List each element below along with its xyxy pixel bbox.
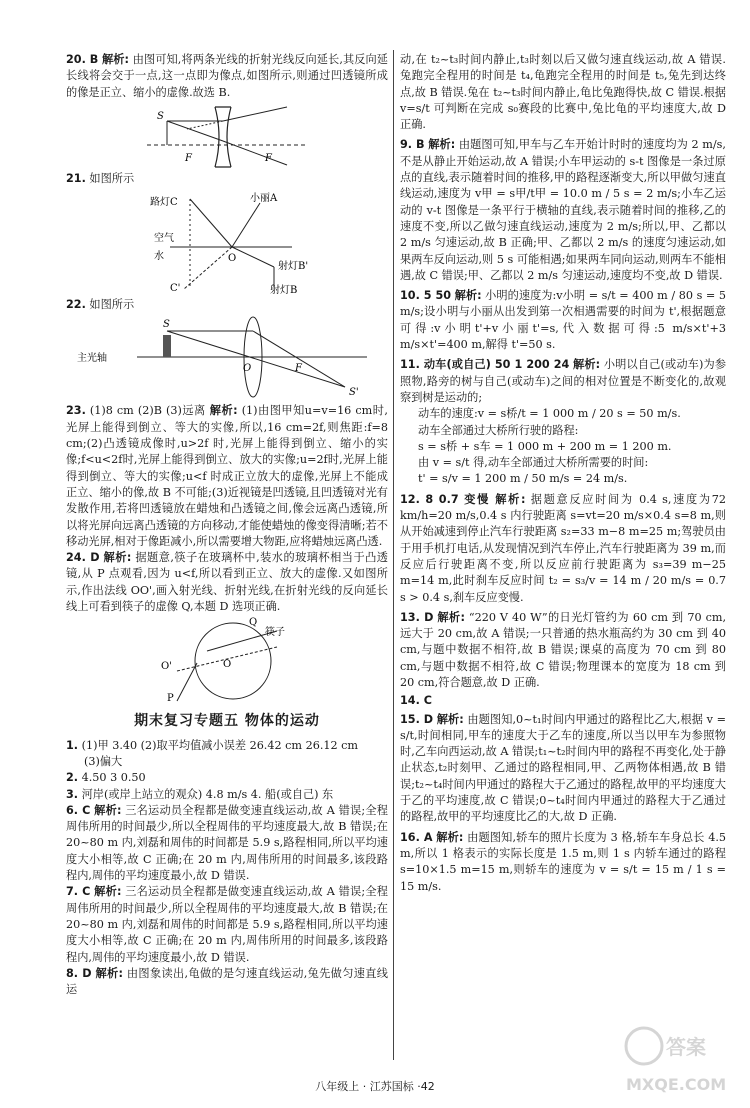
answer-number: 14. C [400,694,432,708]
answer-23 [66,403,388,550]
answer-text: 4.50 3 0.50 [81,771,146,785]
label-spotlight-b: 射灯B [270,285,298,296]
answer-text: 由图象读出,龟做的是匀速直线运动,兔先做匀速直线运 [66,966,388,997]
answer-11-line: s = s桥 + s车 = 1 000 m + 200 m = 1 200 m. [418,439,672,453]
answer-number: 16. A [400,830,433,844]
answer-number: 21. [66,171,86,185]
answer-text: 如图所示 [89,171,135,185]
answer-text: 如图所示 [89,298,135,312]
label-spotlight-b-prime: 射灯B' [278,261,309,273]
answer-text: (1)由图甲知u=v=16 cm时,光屏上能得到倒立、等大的实像,所以,16 cm=2f,则焦距:f=8 cm;(2)凸透镜成像时,u>2f 时,光屏上能得到倒立、缩小的实像;f<u<2f时,光屏上能得到倒立、放大的实像;u=2f时,光屏上能得到倒立、等大的实像;u<f 时成正立放大的虚像,光屏上不能成正立、缩小的像,故 B 不可能;(3)近视镜是凹透镜,且凹透镜对光有发散作用,若将凹透镜放在蜡烛和凸透镜之间,像会远离凸透镜,所以将光屏向远离凸透镜的方向移动,才能使蜡烛的像变得清晰;若不移动光屏,相对于像距减小,所以需要增大物距,应将蜡烛远离凸透. [66,404,388,548]
label-p: P [167,693,174,704]
analysis-label: 解析: [573,358,601,372]
answer-14 [400,693,726,709]
answer-11 [400,357,726,406]
answer-text: 据题意反应时间为 0.4 s,速度为72 km/h=20 m/s,0.4 s 内行驶距离 s=vt=20 m/s×0.4 s=8 m,则从开始减速到停止汽车行驶距离 s₂=33 m−8 m=25 m;驾驶员由于用手机打电话,从发现情况到汽车停止,汽车行驶距离为 39 m,而反应后行驶距离不变,所以反应前行驶距离为 s₃=39 m−25 m=14 m,此时刹车反应时间 t₂ = s₃/v = 14 m / 20 m/s = 0.7 s > 0.4 s,刹车反应变慢. [400,492,726,604]
answer-text: 由题图知,轿车的照片长度为 3 格,轿车车身总长 4.5 m,所以 1 格表示的实际长度是 1.5 m,则 1 s 内轿车通过的路程 s=10×1.5 m=15 m,则轿车的速度为 v = s/t = 15 m / 1 s = 15 m/s. [400,830,726,893]
answer-9 [400,137,726,284]
answer-text: 据题意,筷子在玻璃杯中,装水的玻璃杯相当于凸透镜,从 P 点观看,因为 u<f,所以看到正立、放大的虚像.又如图所示,作出法线 OO',画入射光线、折射光线,在折射光线的反向延长线上可看到筷子的虚像 Q,本题 D 选项正确. [66,551,388,614]
answer-number: 1. [66,738,79,752]
answer-number: 23. [66,404,86,418]
answer-s8 [66,966,388,999]
label-o-prime: O' [161,661,172,673]
analysis-label: 解析: [94,885,122,899]
label-o: O [228,253,237,265]
answer-number: 8. D [66,966,92,980]
analysis-label: 解析: [495,492,526,506]
answer-text: 由题图可知,甲车与乙车开始计时时的速度均为 2 m/s,不是从静止开始运动,故 A 错误;小车甲运动的 s-t 图像是一条过原点的直线,表示随着时间的推移,甲的路程逐渐变大,所以甲做匀速直线运动,速度为 v甲 = s甲/t甲 = 10.0 m / 5 s = 2 m/s;小车乙运动的 v-t 图像是一条平行于横轴的直线,表示随着时间的推移,乙的速度不变,所以乙做匀速直线运动,速度为 2 m/s;所以,甲、乙都以 2 m/s 匀速运动,故 B 正确;甲、乙都以 2 m/s 的速度匀速运动,如果两车反向运动,则 5 s 可能相遇;如果两车同向运动,则两车不能相遇,故 C 错误;甲、乙都以 2 m/s 匀速运动,速度均不变,故 D 错误. [400,138,726,282]
answer-24 [66,550,388,615]
answer-number: 6. C [66,803,91,817]
answer-text: 三名运动员全程都是做变速直线运动,故 A 错误;全程周伟所用的时间最少,所以全程周伟的平均速度最大,故 B 错误;在 20~80 m 内,刘磊和周伟的时间都是 5.9 s,路程相同,所以平均速度大小相等,故 C 正确;在 20 m 内,周伟所用的时间最多,该段路程内,周伟的平均速度最小,故 D 错误. [66,803,388,883]
answer-text: (3)偏大 [84,754,123,768]
answer-number: 24. D [66,551,100,565]
answer-head: (1)8 cm (2)B (3)远离 [89,404,206,418]
answer-22 [66,297,388,313]
answer-number: 12. 8 0.7 变慢 [400,492,490,506]
answer-text: “220 V 40 W”的日光灯管约为 60 cm 到 70 cm,远大于 20 cm,故 A 错误;一只普通的热水瓶高约为 30 cm 到 40 cm,与题中数据不相符,故 B 错误;课桌的高度为 70 cm 到 80 cm,与题中数据不相符,故 C 错误;物理课本的宽度为 18 cm 到 20 cm,符合题意,故 D 正确. [400,610,727,689]
answer-text: 小明以自己(或动车)为参照物,路旁的树与自己(或动车)之间的相对位置是不断变化的,故观察到树是运动的; [400,358,727,404]
svg-text:F: F [185,152,192,164]
label-q: Q [249,617,258,629]
answer-number: 9. B [400,138,425,152]
answer-20 [66,52,388,101]
answer-number: 22. [66,298,86,312]
answer-8-continued [400,52,726,133]
analysis-label: 解析: [103,551,132,565]
analysis-label: 解析: [102,53,130,66]
answer-number: 3. [66,787,79,801]
answer-12 [400,492,726,606]
section-title: 期末复习专题五 物体的运动 [134,713,320,730]
answer-number: 7. C [66,885,91,899]
answer-text: 河岸(或岸上站立的观众) 4.8 m/s 4. 船(或自己) 东 [81,787,334,801]
answer-number: 2. [66,771,79,785]
analysis-label: 解析: [436,830,464,844]
answer-text: 小明的速度为:v小明 = s/t = 400 m / 80 s = 5 m/s;设小明与小丽从出发到第一次相遇需要的时间为 t',根据题意可得:v小明t'+v小丽t'=s,代入数据可得:5 m/s×t'+3 m/s×t'=400 m,解得 t'=50 s. [400,289,726,352]
svg-text:MXQE.COM: MXQE.COM [626,1075,727,1094]
answer-number: 13. D [400,610,434,624]
glass-figure [137,617,317,703]
svg-text:S: S [157,110,164,122]
analysis-label: 解析: [94,803,122,817]
label-chopstick: 筷子 [265,627,285,639]
answer-15 [400,712,726,826]
answer-21 [66,171,388,187]
label-o: O [223,659,232,671]
analysis-label: 解析: [437,610,465,624]
answer-s2 [66,770,388,786]
answer-s1-part3 [66,754,388,770]
analysis-label: 解析: [428,138,456,152]
left-column [66,52,388,998]
answer-text: 由题图知,0~t₁时间内甲通过的路程比乙大,根据 v = s/t,时间相同,甲车的速度大于乙车的速度,所以当以甲车为参照物时,乙车向西运动,故 A 错误;t₁~t₂时间内甲的路程不再变化,处于静止状态,t₂时刻甲、乙通过的路程相同,甲、乙两物体相遇,故 B 错误;t₂~t₄时间内甲通过的路程大于乙通过的路程,故甲的平均速度大于乙的平均速度,故 C 错误;0~t₄时间内甲通过的路程大于乙通过的路程,故甲的平均速度比乙的大,故 D 正确. [400,712,726,824]
answer-13 [400,610,726,691]
answer-text: 三名运动员全程都是做变速直线运动,故 A 错误;全程周伟所用的时间最少,所以全程周伟的平均速度最大,故 B 错误;在 20~80 m 内,刘磊和周伟的时间都是 5.9 s,路程相同,所以平均速度大小相等,故 C 正确;在 20 m 内,周伟所用的时间最多,该段路程内,周伟的平均速度最小,故 D 错误. [66,885,388,964]
label-s-prime: S' [349,387,359,399]
answer-text: (1)甲 3.40 (2)取平均值减小误差 26.42 cm 26.12 cm [81,738,359,752]
label-c-prime: C' [170,283,181,295]
answer-11-line: 由 v = s/t 得,动车全部通过大桥所需要的时间: [418,456,649,470]
answer-number: 15. D [400,712,434,726]
answer-number: 10. 5 50 [400,289,452,303]
analysis-label: 解析: [95,966,123,980]
answer-text: 由图可知,将两条光线的折射光线反向延长,其反向延长线将会交于一点,这一点即为像点,如图所示,则通过凹透镜所成的像是正立、缩小的虚像.故选 B. [66,53,388,99]
column-divider [393,50,394,1060]
answer-s1 [66,738,388,754]
label-principal-axis: 主光轴 [77,353,107,365]
label-o: O [243,363,252,375]
label-water: 水 [154,251,164,263]
answer-11-line: 动车全部通过大桥所行驶的路程: [418,423,579,437]
label-s: S [163,319,170,331]
answer-10 [400,288,726,353]
answer-text: 动,在 t₂~t₃时间内静止,t₃时刻以后又做匀速直线运动,故 A 错误.兔跑完全程用的时间是 t₄,龟跑完全程用的时间是 t₅,兔先到达终点,故 B 错误.兔在 t₂~t₃时间内静止,龟比兔跑得快,故 C 错误.根据 v=s/t 可判断在完成 s₀赛段的比赛中,兔比龟的平均速度大,故 D 正确. [400,53,726,132]
page-footer: 八年级上 · 江苏国标 ·42 [315,1080,435,1093]
answer-11-line: t' = s/v = 1 200 m / 50 m/s = 24 m/s. [418,472,628,486]
svg-text:答案: 答案 [666,1035,706,1059]
svg-text:F: F [265,152,272,164]
concave-lens-figure [147,103,307,169]
label-f: F [295,363,302,375]
convex-lens-figure [77,315,377,401]
answer-s6 [66,803,388,884]
label-xiaoli: 小丽A [250,193,278,205]
label-streetlamp: 路灯C [150,197,178,209]
analysis-label: 解析: [209,404,238,418]
answer-s3 [66,787,388,803]
analysis-label: 解析: [436,712,464,726]
answer-16 [400,830,726,895]
label-air: 空气 [154,233,174,245]
answer-s7 [66,884,388,965]
analysis-label: 解析: [454,289,482,303]
right-column [400,52,726,895]
answer-number: 11. 动车(或自己) 50 1 200 24 [400,358,570,372]
answer-number: 20. B [66,53,99,66]
refraction-figure [132,189,322,295]
answer-11-line: 动车的速度:v = s桥/t = 1 000 m / 20 s = 50 m/s. [418,407,681,421]
